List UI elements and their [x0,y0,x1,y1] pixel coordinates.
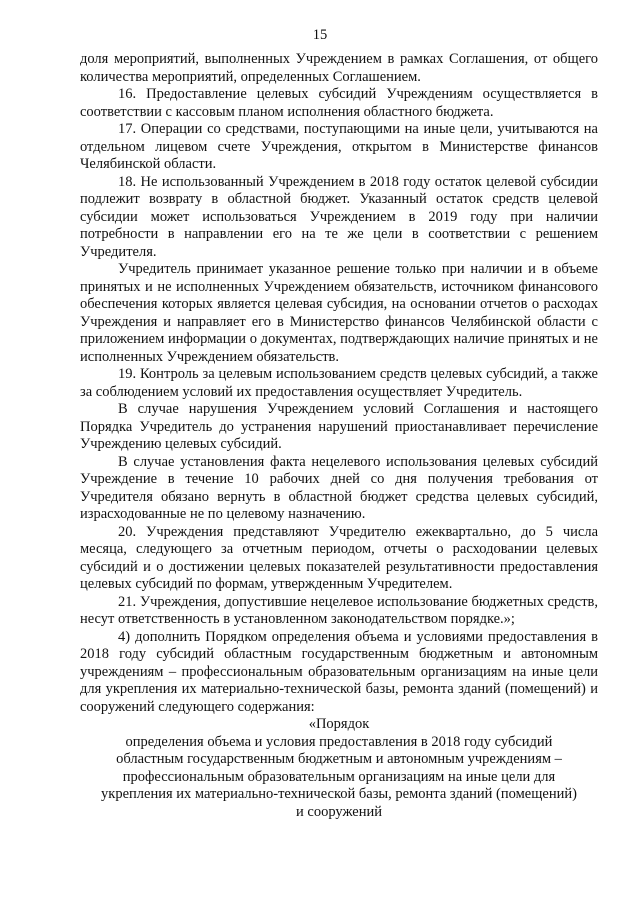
paragraph-4: 18. Не использованный Учреждением в 2018 году остаток целевой субсидии подлежит возврату в областной бюджет. Указанный остаток средств целевой субсидии может использоваться Учреждением в 2019 году при наличии потребности в направлении его на те же цели в соответствии с решением Учредителя. [80,173,598,260]
paragraph-9: 20. Учреждения представляют Учредителю ежеквартально, до 5 числа месяца, следующего за отчетным периодом, отчеты о расходовании целевых субсидий и о достижении целевых показателей результативности предоставления целевых субсидий по формам, утвержденным Учредителем. [80,523,598,592]
heading-line-6: и сооружений [296,803,382,820]
page-number: 15 [312,27,328,43]
paragraph-10: 21. Учреждения, допустившие нецелевое использование бюджетных средств, несут ответственность в установленном законодательством порядке.»; [80,593,598,627]
heading-line-1: «Порядок [308,716,370,732]
heading-line-5: укрепления их материально-технической базы, ремонта зданий (помещений) [101,786,577,802]
document-body [80,51,598,821]
heading-line-3: областным государственным бюджетным и автономным учреждениям – [116,751,562,767]
paragraph-6: 19. Контроль за целевым использованием средств целевых субсидий, а также за соблюдением условий их предоставления осуществляет Учредитель. [80,366,598,400]
paragraph-2: 16. Предоставление целевых субсидий Учреждениям осуществляется в соответствии с кассовым планом исполнения областного бюджета. [80,86,598,120]
section-heading [80,716,598,821]
paragraph-3: 17. Операции со средствами, поступающими на иные цели, учитываются на отдельном лицевом счете Учреждения, открытом в Министерстве финансов Челябинской области. [80,121,598,172]
paragraph-7: В случае нарушения Учреждением условий Соглашения и настоящего Порядка Учредитель до устранения нарушений приостанавливает перечисление Учреждению целевых субсидий. [80,401,598,452]
paragraph-11: 4) дополнить Порядком определения объема и условиями предоставления в 2018 году субсидий областным государственным бюджетным и автономным учреждениям – профессиональным образовательным организациям на иные цели для укрепления их материально-технической базы, ремонта зданий (помещений) и сооружений следующего содержания: [80,628,598,715]
paragraph-5: Учредитель принимает указанное решение только при наличии и в объеме принятых и не исполненных Учреждением обязательств, источником финансового обеспечения которых является целевая субсидия, на основании отчетов о расходах Учреждения и направляет его в Министерство финансов Челябинской области с приложением информации о документах, подтверждающих наличие принятых и не исполненных Учреждением обязательств. [80,261,598,365]
paragraph-8: В случае установления факта нецелевого использования целевых субсидий Учреждение в течение 10 рабочих дней со дня получения требования от Учредителя обязано вернуть в областной бюджет средства целевых субсидий, израсходованные не по целевому назначению. [80,453,598,522]
heading-line-4: профессиональным образовательным организациям на иные цели для [122,768,556,785]
heading-line-2: определения объема и условия предоставления в 2018 году субсидий [125,733,553,750]
paragraph-1: доля мероприятий, выполненных Учреждением в рамках Соглашения, от общего количества мероприятий, определенных Соглашением. [80,51,598,85]
